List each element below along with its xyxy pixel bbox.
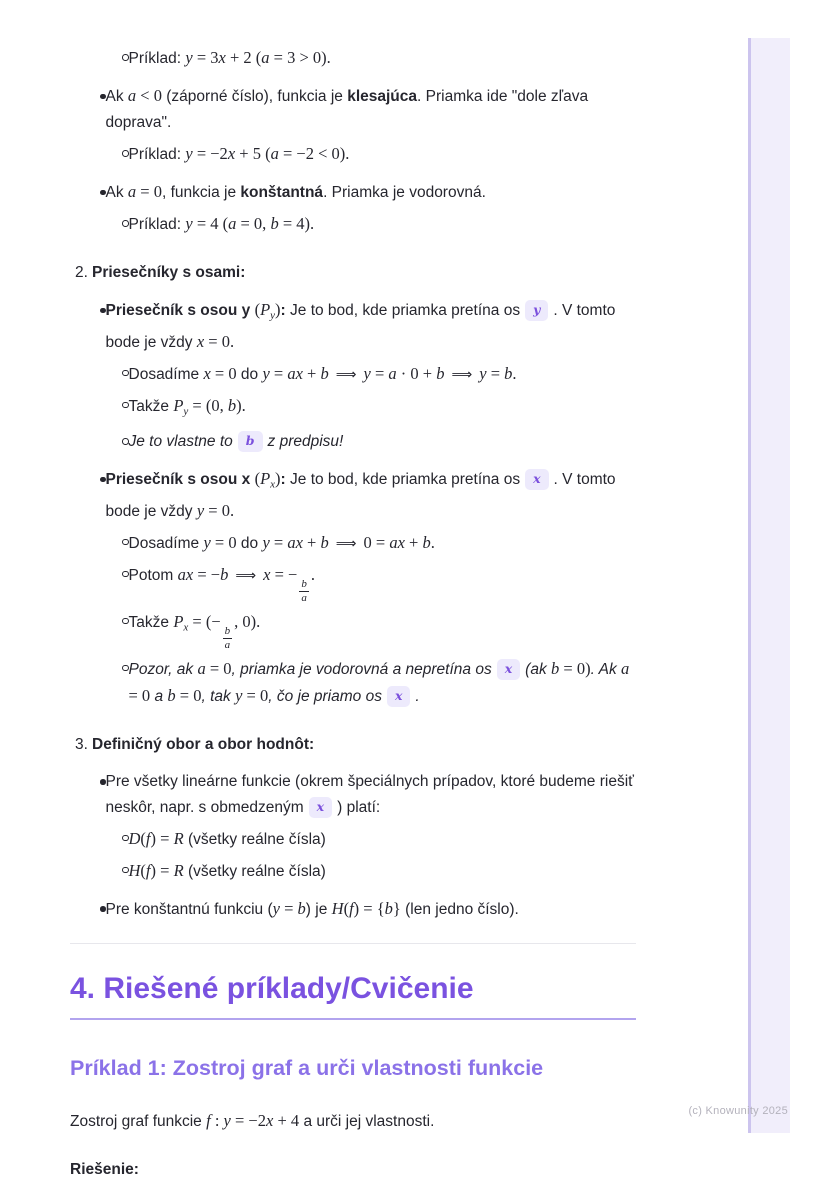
item-number: 2. bbox=[75, 264, 88, 281]
math-text: · 0 + bbox=[396, 363, 437, 383]
math-text: = −2 < 0). bbox=[278, 144, 350, 163]
math-text: = (− bbox=[188, 611, 221, 631]
math-text: ) = bbox=[150, 828, 174, 848]
math-text: a bbox=[197, 658, 206, 678]
page-edge-strip bbox=[748, 38, 790, 1133]
inline-code-badge: x bbox=[525, 469, 548, 490]
math-text: b bbox=[297, 898, 306, 918]
math-text: , 0). bbox=[234, 611, 261, 631]
math-text: R bbox=[173, 828, 184, 848]
text-span: ) je bbox=[305, 900, 332, 918]
math-text: b bbox=[422, 532, 431, 552]
numbered-item bbox=[75, 732, 636, 758]
text-span: Takže bbox=[128, 397, 174, 415]
text-span: (len jedno číslo). bbox=[400, 900, 519, 918]
text-span: ) platí: bbox=[337, 798, 381, 816]
math-text: = 0 bbox=[136, 182, 162, 201]
math-text: = − bbox=[193, 564, 221, 584]
text-span: . Ak bbox=[590, 660, 622, 678]
math-text: = 3 > 0). bbox=[269, 48, 331, 67]
math-text: ( bbox=[140, 860, 146, 880]
math-text: = bbox=[269, 363, 288, 383]
math-text: = (0, bbox=[188, 395, 228, 415]
text-span: , priamka je vodorovná a nepretína os bbox=[231, 660, 492, 678]
math-text: y bbox=[363, 363, 371, 383]
text-span: a bbox=[150, 687, 168, 705]
bullet-list-item bbox=[100, 179, 636, 206]
text-span: z predpisu! bbox=[267, 433, 344, 450]
divider bbox=[70, 943, 636, 944]
item-text bbox=[70, 1054, 636, 1082]
text-span: (ak bbox=[525, 660, 552, 678]
text-span: , funkcia je bbox=[161, 184, 241, 201]
math-text: = 0. bbox=[204, 500, 235, 520]
math-text: + 5 ( bbox=[235, 144, 271, 163]
inline-code-badge: x bbox=[497, 659, 520, 680]
text-span: Priesečník s osou y bbox=[105, 302, 251, 319]
math-text: b bbox=[227, 395, 237, 415]
math-text: = bbox=[486, 363, 505, 383]
math-text: . bbox=[310, 564, 315, 584]
math-text: ) = { bbox=[353, 898, 385, 918]
item-text bbox=[129, 826, 326, 853]
circle-list-item bbox=[122, 562, 636, 604]
text-span: (záporné číslo), funkcia je bbox=[161, 88, 348, 105]
item-text bbox=[70, 1108, 636, 1135]
math-text: R bbox=[173, 860, 184, 880]
text-span: Príklad: bbox=[128, 50, 186, 67]
math-text: + 4 bbox=[273, 1110, 300, 1130]
math-text: ) bbox=[275, 300, 281, 319]
bullet-list-item bbox=[100, 83, 636, 136]
bullet-list-item bbox=[100, 466, 636, 525]
math-text: f bbox=[349, 898, 354, 918]
text-span: Dosadíme bbox=[128, 365, 204, 383]
math-text: a bbox=[127, 182, 137, 201]
item-text bbox=[106, 83, 637, 136]
paragraph bbox=[70, 1108, 636, 1135]
circle-list-item bbox=[122, 656, 636, 710]
text-span: . Priamka je vodorovná. bbox=[323, 184, 486, 201]
math-fraction: $\frac{b}{a}$ bbox=[301, 577, 307, 604]
item-text bbox=[129, 429, 344, 455]
copyright-watermark: (c) Knowunity 2025 bbox=[688, 1105, 788, 1117]
paragraph bbox=[70, 1157, 636, 1183]
text-span: , tak bbox=[201, 687, 236, 705]
math-text: a bbox=[228, 214, 237, 233]
math-text: y bbox=[262, 532, 270, 552]
math-text: f bbox=[206, 1110, 211, 1130]
text-span: a urči jej vlastnosti. bbox=[299, 1112, 435, 1130]
text-span: Pre všetky lineárne funkcie (okrem špeciálnych prípadov, ktoré budeme riešiť neskôr, napr. s obmedzeným bbox=[105, 772, 634, 816]
math-text: = bbox=[279, 898, 298, 918]
math-text: y bbox=[262, 363, 270, 383]
text-span: Je to vlastne to bbox=[128, 433, 233, 450]
math-text: y bbox=[270, 309, 276, 322]
text-span: Takže bbox=[128, 613, 174, 631]
math-text: = 0. bbox=[204, 331, 235, 351]
math-text: = 0 bbox=[128, 685, 151, 705]
math-text: b bbox=[167, 685, 176, 705]
text-span: Riešenie: bbox=[70, 1160, 139, 1178]
inline-code-badge: x bbox=[387, 686, 410, 707]
bullet-list-item bbox=[100, 769, 636, 821]
math-text: : bbox=[210, 1110, 224, 1130]
inline-code-badge: b bbox=[238, 431, 263, 452]
text-span: do bbox=[236, 365, 263, 383]
math-text: y bbox=[272, 898, 280, 918]
math-text: ). bbox=[236, 395, 246, 415]
circle-list-item bbox=[122, 429, 636, 455]
implies-arrow-icon: ⟹ bbox=[235, 567, 257, 584]
math-text: f bbox=[145, 828, 151, 848]
item-text bbox=[129, 609, 261, 651]
circle-list-item bbox=[122, 858, 636, 885]
item-text bbox=[129, 656, 637, 710]
circle-list-item bbox=[122, 361, 636, 388]
math-text: ax bbox=[287, 532, 303, 552]
text-span: (všetky reálne čísla) bbox=[183, 830, 326, 848]
text-span: Je to bod, kde priamka pretína os bbox=[285, 471, 521, 488]
item-text bbox=[129, 393, 246, 425]
text-span: Zostroj graf funkcie bbox=[70, 1112, 207, 1130]
text-span: . bbox=[415, 687, 420, 705]
math-text: a bbox=[261, 48, 270, 67]
math-text: = 0 bbox=[242, 685, 269, 705]
text-span: , čo je priamo os bbox=[268, 687, 382, 705]
text-span: Ak bbox=[105, 88, 128, 105]
math-text: a bbox=[270, 144, 279, 163]
item-text bbox=[92, 260, 245, 286]
text-span: klesajúca bbox=[347, 88, 418, 105]
text-span: . V tomto bode je vždy bbox=[105, 302, 616, 351]
math-text: = 4). bbox=[278, 214, 315, 233]
math-text: ( bbox=[140, 828, 146, 848]
item-text bbox=[106, 297, 637, 356]
math-text: x bbox=[196, 331, 205, 351]
text-span: 4. Riešené príklady/Cvičenie bbox=[70, 971, 474, 1005]
math-text: x bbox=[218, 48, 226, 67]
math-fraction: $\frac{b}{a}$ bbox=[224, 624, 231, 651]
math-text: y bbox=[183, 405, 189, 417]
math-text: + bbox=[302, 532, 321, 552]
section-title bbox=[70, 970, 636, 1020]
item-text bbox=[129, 141, 350, 168]
math-text: = 0) bbox=[559, 658, 591, 678]
text-span: Potom bbox=[128, 566, 178, 584]
math-text: H bbox=[128, 860, 141, 880]
math-text: ax bbox=[177, 564, 194, 584]
math-text: y bbox=[185, 48, 193, 67]
text-span: Definičný obor a obor hodnôt: bbox=[92, 735, 315, 753]
math-text: = 0 bbox=[205, 658, 232, 678]
item-text bbox=[129, 530, 435, 557]
math-text: b bbox=[504, 363, 513, 383]
math-text: ax bbox=[389, 532, 405, 552]
bullet-list-item bbox=[100, 297, 636, 356]
math-text: + 2 ( bbox=[225, 48, 262, 67]
math-text: b bbox=[320, 363, 329, 383]
math-text: ( bbox=[254, 300, 261, 319]
item-text bbox=[106, 179, 486, 206]
math-text: + bbox=[404, 532, 423, 552]
math-text: = −2 bbox=[192, 144, 228, 163]
circle-list-item bbox=[122, 211, 636, 238]
math-text: b bbox=[270, 214, 279, 233]
math-text: 0 = bbox=[363, 532, 390, 552]
math-text: b bbox=[551, 658, 560, 678]
math-text: x bbox=[270, 478, 276, 491]
circle-list-item bbox=[122, 609, 636, 651]
item-text bbox=[70, 1157, 636, 1183]
math-text: + bbox=[302, 363, 321, 383]
math-text: = 0 bbox=[210, 532, 237, 552]
text-span: . Priamka ide "dole zľava doprava". bbox=[105, 88, 589, 131]
item-text bbox=[92, 732, 314, 758]
math-text: ) bbox=[275, 469, 281, 488]
circle-list-item bbox=[122, 530, 636, 557]
math-text: ( bbox=[343, 898, 350, 918]
item-number: 3. bbox=[75, 735, 88, 753]
text-span: Príklad: bbox=[128, 216, 186, 233]
text-span: Príklad: bbox=[128, 146, 186, 163]
text-span: Ak bbox=[105, 184, 128, 201]
text-span: Priesečníky s osami: bbox=[92, 264, 246, 281]
math-text: P bbox=[260, 300, 271, 319]
item-text bbox=[129, 562, 315, 604]
math-text: D bbox=[128, 828, 141, 848]
math-text: ( bbox=[254, 469, 261, 488]
math-text: b bbox=[220, 564, 229, 584]
math-text: b bbox=[320, 532, 329, 552]
math-text: x bbox=[227, 144, 236, 163]
implies-arrow-icon: ⟹ bbox=[335, 535, 357, 552]
math-text: y bbox=[196, 500, 205, 520]
math-text: y bbox=[479, 363, 487, 383]
math-text: = 0, bbox=[236, 214, 271, 233]
math-text: = 3 bbox=[192, 48, 219, 67]
item-text bbox=[129, 858, 326, 885]
math-text: < 0 bbox=[136, 86, 162, 105]
inline-code-badge: x bbox=[309, 797, 332, 818]
math-text: ax bbox=[287, 363, 303, 383]
math-text: y bbox=[185, 214, 193, 233]
math-text: P bbox=[173, 395, 184, 415]
math-text: } bbox=[392, 898, 401, 918]
math-text: = 4 ( bbox=[192, 214, 229, 233]
math-text: = 0 bbox=[175, 685, 202, 705]
text-span: : bbox=[280, 471, 286, 488]
math-text: P bbox=[260, 469, 271, 488]
inline-code-badge: y bbox=[525, 300, 548, 321]
text-span: Pozor, ak bbox=[128, 660, 198, 678]
circle-list-item bbox=[122, 141, 636, 168]
text-span: Dosadíme bbox=[128, 534, 204, 552]
implies-arrow-icon: ⟹ bbox=[335, 366, 357, 383]
text-span: Priesečník s osou x bbox=[105, 471, 251, 488]
text-span: do bbox=[236, 534, 263, 552]
math-text: = − bbox=[270, 564, 298, 584]
math-text: x bbox=[263, 564, 271, 584]
item-text bbox=[129, 211, 315, 238]
math-text: x bbox=[183, 621, 189, 633]
item-text bbox=[129, 45, 331, 72]
math-text: = bbox=[370, 363, 389, 383]
numbered-item bbox=[75, 260, 636, 286]
text-span: Je to bod, kde priamka pretína os bbox=[285, 302, 521, 319]
implies-arrow-icon: ⟹ bbox=[451, 366, 473, 383]
item-text bbox=[129, 361, 517, 388]
circle-list-item bbox=[122, 45, 636, 72]
math-text: = bbox=[269, 532, 288, 552]
math-text: b bbox=[384, 898, 393, 918]
math-text: . bbox=[512, 363, 517, 383]
text-span: (všetky reálne čísla) bbox=[183, 862, 326, 880]
item-text bbox=[70, 970, 636, 1008]
circle-list-item bbox=[122, 826, 636, 853]
math-text: P bbox=[173, 611, 184, 631]
document-content bbox=[70, 45, 636, 1183]
math-text: ) = bbox=[150, 860, 174, 880]
math-text: a bbox=[127, 86, 137, 105]
math-text: a bbox=[621, 658, 630, 678]
math-text: y bbox=[235, 685, 243, 705]
text-span: . V tomto bode je vždy bbox=[105, 471, 616, 520]
math-text: = −2 bbox=[230, 1110, 266, 1130]
item-text bbox=[106, 466, 637, 525]
math-text: b bbox=[436, 363, 445, 383]
math-text: H bbox=[331, 898, 344, 918]
math-text: x bbox=[266, 1110, 274, 1130]
bullet-list-item bbox=[100, 896, 636, 923]
math-text: f bbox=[145, 860, 151, 880]
example-title bbox=[70, 1054, 636, 1082]
item-text bbox=[106, 769, 637, 821]
text-span: konštantná bbox=[240, 184, 324, 201]
text-span: : bbox=[280, 302, 286, 319]
text-span: Príklad 1: Zostroj graf a urči vlastnosti funkcie bbox=[70, 1055, 544, 1080]
math-text: y bbox=[203, 532, 211, 552]
math-text: . bbox=[430, 532, 435, 552]
math-text: a bbox=[388, 363, 397, 383]
circle-list-item bbox=[122, 393, 636, 425]
math-text: y bbox=[223, 1110, 231, 1130]
math-text: x bbox=[203, 363, 211, 383]
math-text: y bbox=[185, 144, 193, 163]
math-text: = 0 bbox=[210, 363, 237, 383]
item-text bbox=[106, 896, 519, 923]
text-span: Pre konštantnú funkciu ( bbox=[105, 900, 273, 918]
